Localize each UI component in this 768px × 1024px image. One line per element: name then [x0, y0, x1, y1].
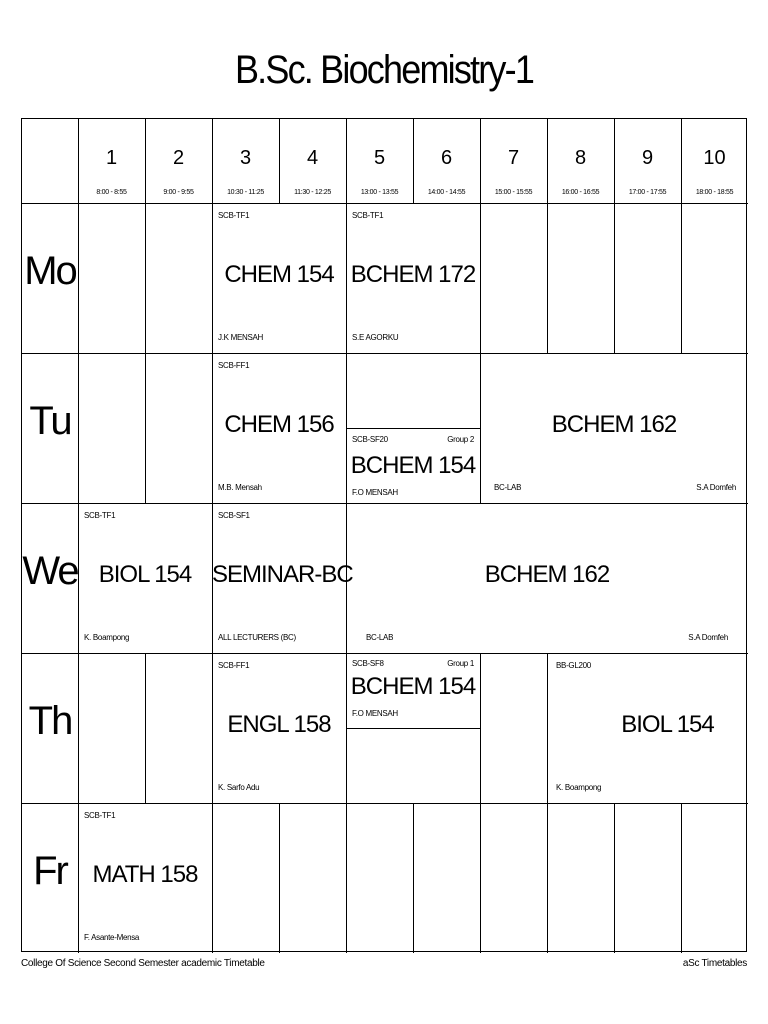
- lesson-course: BIOL 154: [621, 711, 714, 738]
- period-time: 14:00 - 14:55: [427, 189, 466, 196]
- grid-line: [145, 353, 146, 503]
- lesson-room: SCB-SF1: [218, 511, 250, 520]
- lesson-course: BIOL 154: [98, 561, 192, 588]
- lesson-mo-chem154[interactable]: [212, 203, 346, 353]
- lesson-course: BCHEM 162: [484, 561, 610, 588]
- lesson-th-bchem154[interactable]: [346, 653, 480, 728]
- lesson-room: BC-LAB: [494, 483, 522, 492]
- period-time: 15:00 - 15:55: [494, 189, 533, 196]
- period-time: 10:30 - 11:25: [227, 189, 264, 196]
- lesson-lecturer: K. Sarfo Adu: [218, 783, 260, 792]
- grid-line: [480, 203, 481, 353]
- lesson-room: SCB-TF1: [84, 811, 116, 820]
- lesson-course: MATH 158: [92, 861, 198, 888]
- period-number: 1: [105, 147, 118, 169]
- period-number: 10: [703, 147, 726, 169]
- period-number: 9: [641, 147, 654, 169]
- period-time: 9:00 - 9:55: [163, 189, 194, 196]
- lesson-lecturer: S.A Domfeh: [688, 633, 728, 642]
- lesson-course: BCHEM 154: [350, 452, 476, 479]
- lesson-lecturer: F.O MENSAH: [352, 709, 398, 718]
- lesson-room: SCB-TF1: [84, 511, 116, 520]
- grid-line: [346, 728, 480, 729]
- lesson-course: CHEM 154: [224, 261, 334, 288]
- grid-line: [413, 803, 414, 953]
- lesson-lecturer: S.E AGORKU: [352, 333, 399, 342]
- lesson-room: SCB-TF1: [218, 211, 250, 220]
- lesson-course: BCHEM 172: [350, 261, 476, 288]
- lesson-lecturer: ALL LECTURERS (BC): [218, 633, 296, 642]
- grid-line: [547, 203, 548, 353]
- grid-line: [346, 803, 347, 953]
- grid-line: [480, 803, 481, 953]
- period-time: 13:00 - 13:55: [360, 189, 399, 196]
- lesson-lecturer: F. Asante-Mensa: [84, 933, 140, 942]
- lesson-lecturer: F.O MENSAH: [352, 488, 398, 497]
- grid-line: [681, 803, 682, 953]
- lesson-th-engl158[interactable]: [212, 653, 346, 803]
- grid-line: [145, 203, 146, 353]
- lesson-room: SCB-SF8: [352, 659, 384, 668]
- grid-line: [145, 653, 146, 803]
- lesson-fr-math158[interactable]: [78, 803, 212, 953]
- period-number: 7: [507, 147, 520, 169]
- period-time: 16:00 - 16:55: [561, 189, 600, 196]
- day-label-th: Th: [28, 699, 72, 743]
- grid-line: [614, 803, 615, 953]
- period-number: 8: [574, 147, 587, 169]
- grid-line: [279, 803, 280, 953]
- lesson-group: Group 2: [447, 435, 474, 444]
- grid-line: [681, 203, 682, 353]
- lesson-lecturer: K. Boampong: [84, 633, 130, 642]
- page-title: B.Sc. Biochemistry-1: [234, 48, 534, 92]
- period-number: 4: [306, 147, 319, 169]
- grid-line: [480, 653, 481, 803]
- day-label-mo: Mo: [24, 249, 76, 293]
- lesson-course: BCHEM 154: [350, 673, 476, 700]
- day-label-tu: Tu: [29, 399, 71, 443]
- footer-right: aSc Timetables: [682, 958, 747, 969]
- lesson-tu-bchem154[interactable]: [346, 428, 480, 503]
- lesson-room: SCB-TF1: [352, 211, 384, 220]
- lesson-tu-chem156[interactable]: [212, 353, 346, 503]
- lesson-course: ENGL 158: [227, 711, 331, 738]
- period-time: 8:00 - 8:55: [96, 189, 127, 196]
- period-time: 17:00 - 17:55: [628, 189, 667, 196]
- footer-left: College Of Science Second Semester academic Timetable: [21, 958, 265, 969]
- period-number: 5: [373, 147, 386, 169]
- lesson-lecturer: S.A Domfeh: [696, 483, 736, 492]
- lesson-th-biol154[interactable]: [547, 653, 748, 803]
- grid-line: [614, 203, 615, 353]
- period-number: 3: [239, 147, 252, 169]
- period-number: 6: [440, 147, 453, 169]
- lesson-room: SCB-SF20: [352, 435, 388, 444]
- lesson-room: BB-GL200: [556, 661, 591, 670]
- grid-line: [547, 803, 548, 953]
- lesson-room: BC-LAB: [366, 633, 394, 642]
- lesson-course: CHEM 156: [224, 411, 334, 438]
- day-label-we: We: [22, 549, 78, 593]
- lesson-lecturer: J.K MENSAH: [218, 333, 264, 342]
- timetable-grid: [21, 118, 747, 952]
- lesson-we-bchem162[interactable]: [346, 503, 748, 653]
- lesson-room: SCB-FF1: [218, 661, 250, 670]
- lesson-course: BCHEM 162: [551, 411, 677, 438]
- lesson-room: SCB-FF1: [218, 361, 250, 370]
- lesson-we-biol154[interactable]: [78, 503, 212, 653]
- lesson-lecturer: K. Boampong: [556, 783, 602, 792]
- lesson-tu-bchem162[interactable]: [480, 353, 748, 503]
- period-number: 2: [172, 147, 185, 169]
- lesson-mo-bchem172[interactable]: [346, 203, 480, 353]
- grid-line: [212, 803, 213, 953]
- day-label-fr: Fr: [33, 849, 67, 893]
- lesson-lecturer: M.B. Mensah: [218, 483, 262, 492]
- lesson-group: Group 1: [447, 659, 474, 668]
- period-time: 18:00 - 18:55: [695, 189, 734, 196]
- lesson-we-seminar[interactable]: [212, 503, 353, 653]
- period-time: 11:30 - 12:25: [294, 189, 331, 196]
- lesson-course: SEMINAR-BC: [212, 561, 353, 588]
